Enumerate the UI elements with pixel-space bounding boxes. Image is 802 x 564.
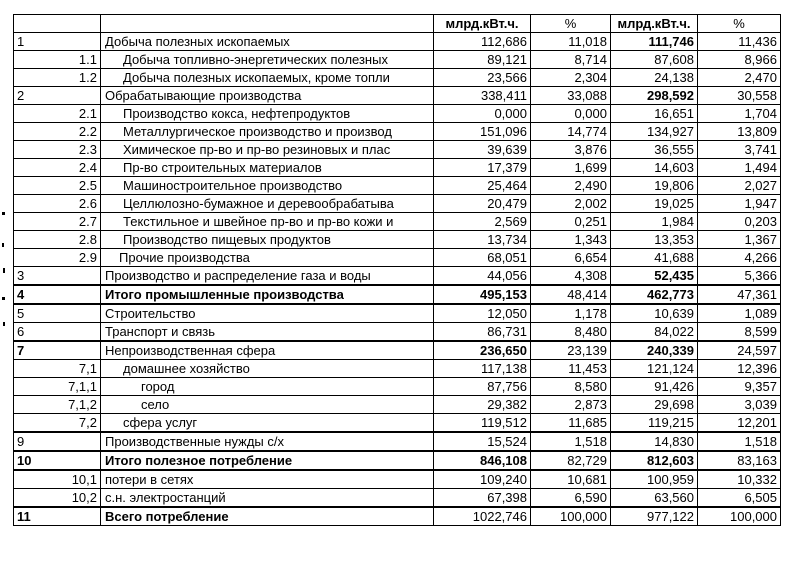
row-code: 7,1,1 <box>14 378 101 396</box>
table-row <box>14 195 781 213</box>
row-value-2: 240,339 <box>611 341 698 360</box>
row-name: Целлюлозно-бумажное и деревообрабатыва <box>101 195 434 213</box>
row-value-1: 151,096 <box>434 123 531 141</box>
row-name: город <box>101 378 434 396</box>
row-value-1: 119,512 <box>434 414 531 433</box>
row-percent-1: 23,139 <box>531 341 611 360</box>
row-value-1: 67,398 <box>434 489 531 508</box>
row-code: 7 <box>14 341 101 360</box>
row-value-1: 338,411 <box>434 87 531 105</box>
row-value-1: 1022,746 <box>434 507 531 526</box>
row-value-1: 12,050 <box>434 304 531 323</box>
row-name: Производство пищевых продуктов <box>101 231 434 249</box>
row-code: 1.2 <box>14 69 101 87</box>
row-value-1: 20,479 <box>434 195 531 213</box>
row-code: 2.4 <box>14 159 101 177</box>
row-value-1: 25,464 <box>434 177 531 195</box>
table-row <box>14 87 781 105</box>
row-percent-2: 47,361 <box>698 285 781 304</box>
row-percent-1: 11,685 <box>531 414 611 433</box>
table-row <box>14 267 781 286</box>
row-value-1: 0,000 <box>434 105 531 123</box>
row-code: 2.7 <box>14 213 101 231</box>
row-name: потери в сетях <box>101 470 434 489</box>
row-value-2: 1,984 <box>611 213 698 231</box>
row-value-2: 84,022 <box>611 323 698 342</box>
row-name: Обрабатывающие производства <box>101 87 434 105</box>
row-percent-1: 11,018 <box>531 33 611 51</box>
row-percent-2: 2,027 <box>698 177 781 195</box>
row-percent-1: 3,876 <box>531 141 611 159</box>
row-percent-2: 12,396 <box>698 360 781 378</box>
row-value-1: 89,121 <box>434 51 531 69</box>
table-row <box>14 378 781 396</box>
row-name: сфера услуг <box>101 414 434 433</box>
row-value-1: 23,566 <box>434 69 531 87</box>
table-row <box>14 249 781 267</box>
row-percent-1: 1,178 <box>531 304 611 323</box>
row-percent-1: 2,304 <box>531 69 611 87</box>
row-name: Пр-во строительных материалов <box>101 159 434 177</box>
row-code: 4 <box>14 285 101 304</box>
row-value-2: 10,639 <box>611 304 698 323</box>
row-percent-1: 14,774 <box>531 123 611 141</box>
row-value-2: 87,608 <box>611 51 698 69</box>
row-name: Всего потребление <box>101 507 434 526</box>
row-value-2: 41,688 <box>611 249 698 267</box>
table-row <box>14 123 781 141</box>
row-value-2: 36,555 <box>611 141 698 159</box>
row-code: 7,2 <box>14 414 101 433</box>
row-name: село <box>101 396 434 414</box>
row-name: Добыча топливно-энергетических полезных <box>101 51 434 69</box>
row-name: Итого промышленные производства <box>101 285 434 304</box>
row-value-2: 111,746 <box>611 33 698 51</box>
row-percent-1: 4,308 <box>531 267 611 286</box>
table-row <box>14 304 781 323</box>
row-value-2: 13,353 <box>611 231 698 249</box>
row-name: Химическое пр-во и пр-во резиновых и плас <box>101 141 434 159</box>
row-code: 10,1 <box>14 470 101 489</box>
row-value-2: 100,959 <box>611 470 698 489</box>
row-value-1: 86,731 <box>434 323 531 342</box>
row-percent-1: 1,699 <box>531 159 611 177</box>
row-value-1: 44,056 <box>434 267 531 286</box>
row-percent-2: 1,518 <box>698 432 781 451</box>
table-row <box>14 414 781 433</box>
row-value-1: 112,686 <box>434 33 531 51</box>
row-value-2: 29,698 <box>611 396 698 414</box>
row-value-1: 15,524 <box>434 432 531 451</box>
row-percent-1: 8,480 <box>531 323 611 342</box>
row-code: 1 <box>14 33 101 51</box>
row-value-1: 39,639 <box>434 141 531 159</box>
row-percent-2: 8,599 <box>698 323 781 342</box>
row-percent-2: 3,741 <box>698 141 781 159</box>
row-percent-1: 82,729 <box>531 451 611 470</box>
row-percent-1: 6,590 <box>531 489 611 508</box>
table-row <box>14 360 781 378</box>
table-row <box>14 51 781 69</box>
header-code <box>14 15 101 33</box>
row-code: 2.2 <box>14 123 101 141</box>
row-percent-1: 11,453 <box>531 360 611 378</box>
row-percent-1: 2,873 <box>531 396 611 414</box>
row-percent-2: 1,494 <box>698 159 781 177</box>
row-code: 7,1 <box>14 360 101 378</box>
row-value-2: 16,651 <box>611 105 698 123</box>
table-row <box>14 323 781 342</box>
row-name: Прочие производства <box>101 249 434 267</box>
row-percent-2: 9,357 <box>698 378 781 396</box>
row-name: с.н. электростанций <box>101 489 434 508</box>
row-percent-2: 8,966 <box>698 51 781 69</box>
table-row <box>14 231 781 249</box>
table-row <box>14 141 781 159</box>
row-percent-1: 2,490 <box>531 177 611 195</box>
row-name: Добыча полезных ископаемых, кроме топли <box>101 69 434 87</box>
row-percent-1: 48,414 <box>531 285 611 304</box>
row-percent-2: 6,505 <box>698 489 781 508</box>
row-code: 2.1 <box>14 105 101 123</box>
header-percent-2: % <box>698 15 781 33</box>
row-percent-2: 100,000 <box>698 507 781 526</box>
row-value-2: 52,435 <box>611 267 698 286</box>
row-code: 2 <box>14 87 101 105</box>
row-percent-2: 83,163 <box>698 451 781 470</box>
row-value-1: 117,138 <box>434 360 531 378</box>
row-percent-2: 10,332 <box>698 470 781 489</box>
row-percent-2: 5,366 <box>698 267 781 286</box>
row-percent-1: 1,518 <box>531 432 611 451</box>
row-value-2: 462,773 <box>611 285 698 304</box>
row-name: Машиностроительное производство <box>101 177 434 195</box>
row-name: Производство и распределение газа и воды <box>101 267 434 286</box>
row-percent-2: 12,201 <box>698 414 781 433</box>
row-code: 7,1,2 <box>14 396 101 414</box>
row-value-2: 134,927 <box>611 123 698 141</box>
row-percent-1: 2,002 <box>531 195 611 213</box>
table-row <box>14 470 781 489</box>
table-row <box>14 213 781 231</box>
row-percent-1: 0,000 <box>531 105 611 123</box>
header-name <box>101 15 434 33</box>
row-name: Текстильное и швейное пр-во и пр-во кожи и <box>101 213 434 231</box>
row-percent-2: 0,203 <box>698 213 781 231</box>
row-code: 1.1 <box>14 51 101 69</box>
row-name: Производственные нужды с/х <box>101 432 434 451</box>
row-value-2: 63,560 <box>611 489 698 508</box>
row-code: 11 <box>14 507 101 526</box>
scan-speck <box>3 322 5 326</box>
table-row <box>14 396 781 414</box>
row-name: Металлургическое производство и производ <box>101 123 434 141</box>
row-name: Строительство <box>101 304 434 323</box>
row-code: 9 <box>14 432 101 451</box>
scan-speck <box>2 297 5 300</box>
electricity-consumption-table <box>13 14 781 526</box>
row-code: 2.8 <box>14 231 101 249</box>
row-percent-2: 13,809 <box>698 123 781 141</box>
scan-speck <box>3 268 5 273</box>
table-row <box>14 285 781 304</box>
header-percent-1: % <box>531 15 611 33</box>
row-value-2: 121,124 <box>611 360 698 378</box>
row-value-2: 91,426 <box>611 378 698 396</box>
row-name: домашнее хозяйство <box>101 360 434 378</box>
row-value-2: 14,830 <box>611 432 698 451</box>
row-percent-1: 33,088 <box>531 87 611 105</box>
row-value-1: 13,734 <box>434 231 531 249</box>
row-percent-2: 30,558 <box>698 87 781 105</box>
row-code: 10,2 <box>14 489 101 508</box>
row-percent-2: 1,704 <box>698 105 781 123</box>
row-percent-1: 6,654 <box>531 249 611 267</box>
row-name: Производство кокса, нефтепродуктов <box>101 105 434 123</box>
row-percent-2: 1,947 <box>698 195 781 213</box>
row-value-1: 236,650 <box>434 341 531 360</box>
table-row <box>14 33 781 51</box>
row-value-1: 87,756 <box>434 378 531 396</box>
row-value-2: 119,215 <box>611 414 698 433</box>
row-value-2: 24,138 <box>611 69 698 87</box>
row-value-2: 977,122 <box>611 507 698 526</box>
row-percent-2: 24,597 <box>698 341 781 360</box>
table-row <box>14 507 781 526</box>
row-percent-1: 10,681 <box>531 470 611 489</box>
table-row <box>14 489 781 508</box>
row-percent-2: 11,436 <box>698 33 781 51</box>
row-percent-2: 1,367 <box>698 231 781 249</box>
row-value-2: 19,025 <box>611 195 698 213</box>
row-percent-1: 100,000 <box>531 507 611 526</box>
row-value-2: 812,603 <box>611 451 698 470</box>
row-value-1: 2,569 <box>434 213 531 231</box>
row-code: 5 <box>14 304 101 323</box>
row-code: 3 <box>14 267 101 286</box>
table-row <box>14 177 781 195</box>
row-percent-2: 3,039 <box>698 396 781 414</box>
table-row <box>14 105 781 123</box>
header-row <box>14 15 781 33</box>
spreadsheet <box>13 14 781 526</box>
row-code: 2.5 <box>14 177 101 195</box>
row-code: 2.9 <box>14 249 101 267</box>
row-value-1: 68,051 <box>434 249 531 267</box>
row-name: Непроизводственная сфера <box>101 341 434 360</box>
row-value-2: 298,592 <box>611 87 698 105</box>
row-percent-1: 8,714 <box>531 51 611 69</box>
table-row <box>14 69 781 87</box>
row-value-1: 495,153 <box>434 285 531 304</box>
table-row <box>14 451 781 470</box>
row-name: Добыча полезных ископаемых <box>101 33 434 51</box>
row-name: Итого полезное потребление <box>101 451 434 470</box>
row-value-1: 846,108 <box>434 451 531 470</box>
row-code: 2.6 <box>14 195 101 213</box>
table-row <box>14 341 781 360</box>
row-percent-1: 0,251 <box>531 213 611 231</box>
row-value-1: 29,382 <box>434 396 531 414</box>
row-percent-2: 1,089 <box>698 304 781 323</box>
row-percent-1: 8,580 <box>531 378 611 396</box>
row-value-2: 19,806 <box>611 177 698 195</box>
row-code: 2.3 <box>14 141 101 159</box>
table-row <box>14 159 781 177</box>
row-name: Транспорт и связь <box>101 323 434 342</box>
row-code: 6 <box>14 323 101 342</box>
row-code: 10 <box>14 451 101 470</box>
header-value-1: млрд.кВт.ч. <box>434 15 531 33</box>
row-percent-2: 4,266 <box>698 249 781 267</box>
scan-speck <box>2 212 5 215</box>
header-value-2: млрд.кВт.ч. <box>611 15 698 33</box>
row-value-1: 17,379 <box>434 159 531 177</box>
table-row <box>14 432 781 451</box>
row-value-2: 14,603 <box>611 159 698 177</box>
row-value-1: 109,240 <box>434 470 531 489</box>
row-percent-2: 2,470 <box>698 69 781 87</box>
row-percent-1: 1,343 <box>531 231 611 249</box>
scan-speck <box>2 243 4 247</box>
